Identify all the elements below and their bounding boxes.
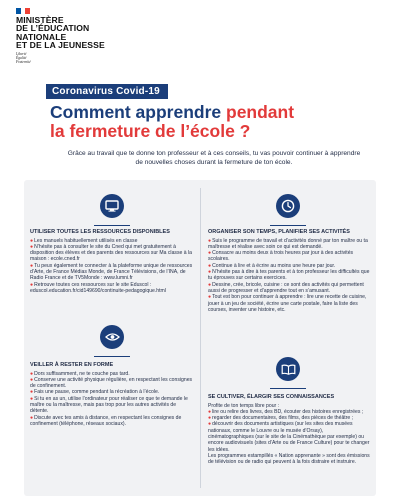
title-part: Comment apprendre [50, 102, 226, 122]
list-item: ●Consacre au moins deux à trois heures par jour à des activités scolaires. [208, 250, 354, 263]
column-divider [200, 188, 201, 488]
section-rule [94, 225, 130, 226]
covid-tag: Coronavirus Covid-19 [46, 84, 168, 99]
list-item-text: Si tu en as un, utilise l’ordinateur pour réaliser ce que te demande le maître ou la maîtresse, mais pas trop pour les autres activités de détente. [30, 395, 188, 415]
culture-intro: Profite de ton temps libre pour : [208, 402, 280, 409]
list-item: ●Les manuels habituellement utilisés en classe [30, 237, 138, 244]
list-item: ●Dessine, crée, bricole, cuisine : ce sont des activités qui permettent aussi de progresser et d’apprendre tout en s’amusant. [208, 281, 364, 294]
ministry-line: DE L’ÉDUCATION [16, 23, 90, 34]
list-item-text: Consacre au moins deux à trois heures par jour à des activités scolaires. [208, 250, 354, 263]
list-item: ●Tu peux également te connecter à la plateforme unique de ressources d’Arte, de France Médias Monde, de France Télévisions, de l’INA, de Radio France et de TV5Monde : www.lumni.fr [30, 262, 193, 282]
ministry-line: NATIONALE [16, 31, 67, 42]
ministry-line: ET DE LA JEUNESSE [16, 40, 105, 51]
culture-section [208, 394, 370, 466]
culture-heading: SE CULTIVER, ÉLARGIR SES CONNAISSANCES [208, 394, 335, 400]
french-flag-icon [16, 8, 30, 14]
watch-list [30, 371, 193, 428]
organize-list [208, 238, 370, 314]
title-line-2: la fermeture de l’école ? [50, 121, 251, 141]
list-item-text: Discute avec tes amis à distance, en respectant les consignes de confinement (téléphone, réseaux sociaux). [30, 414, 182, 427]
ministry-logo [16, 8, 105, 64]
motto-line: Égalité [16, 55, 27, 60]
book-icon [276, 357, 300, 381]
list-item-text: Conserve une activité physique régulière, en respectant les consignes de confinement. [30, 376, 193, 390]
list-item: ●N’hésite pas à consulter le site du Cned qui met gratuitement à disposition des élèves et des parents des ressources sur Ma classe à la maison : ecole.cned.fr [30, 243, 192, 263]
title-highlight: pendant [226, 102, 295, 122]
ministry-line: MINISTÈRE [16, 15, 64, 25]
list-item-text: N’hésite pas à consulter le site du Cned qui met gratuitement à disposition des élèves et des parents des ressources sur Ma classe à la maison : ecole.cned.fr [30, 243, 192, 263]
list-item: ●Tout est bon pour continuer à apprendre : lire une recette de cuisine, jouer à un jeu de société, écrire une carte postale, faire la liste des courses, inventer une histoire, etc. [208, 294, 367, 313]
list-item: ●Fais une pause, comme pendant la récréation à l’école. [30, 389, 160, 396]
list-item: ●N’hésite pas à dire à tes parents et à ton professeur les difficultés que tu éprouves sur certains exercices. [208, 269, 370, 282]
list-item: ●Conserve une activité physique régulière, en respectant les consignes de confinement. [30, 376, 193, 390]
list-item-text: regarder des documentaires, des films, des pièces de théâtre ; [212, 415, 354, 422]
section-rule [270, 388, 306, 389]
list-item-text: découvrir des documents artistiques (sur les sites des musées nationaux, comme le Louvre ou le musée d’Orsay), cinématographiques (sur le site de la Cinémathèque par exemple) ou encore audiovisuels (sites d’Arte ou de France Culture) pour te changer les idées. [208, 421, 370, 453]
section-rule [270, 225, 306, 226]
section-rule [94, 356, 130, 357]
list-item-text: Tout est bon pour continuer à apprendre : lire une recette de cuisine, jouer à un jeu de société, écrire une carte postale, faire la liste des courses, inventer une histoire, etc. [208, 294, 367, 313]
list-item: ●regarder des documentaires, des films, des pièces de théâtre ; [208, 415, 354, 422]
list-item: ●lire ou relire des livres, des BD, écouter des histoires enregistrées ; [208, 408, 364, 415]
republic-motto [16, 52, 105, 64]
list-item-text: Dors suffisamment, ne te couche pas tard. [34, 370, 130, 377]
list-item-text: Les manuels habituellement utilisés en classe [34, 237, 138, 244]
list-item-text: Tu peux également te connecter à la plateforme unique de ressources d’Arte, de France Médias Monde, de France Télévisions, de l’INA, de Radio France et de TV5Monde : www.lumni.fr [30, 262, 193, 282]
ministry-name [16, 16, 105, 50]
culture-outro: Les programmes estampillés « Nation apprenante » sont des émissions de télévision ou de radio qui peuvent à la fois distraire et instruire. [208, 452, 370, 466]
list-item-text: Suis le programme de travail et d’activités donné par ton maître ou ta maîtresse et réalise avec soin ce qui est demandé. [208, 237, 368, 250]
eye-icon [100, 325, 124, 349]
title-line-1 [50, 103, 294, 122]
list-item: ●Suis le programme de travail et d’activités donné par ton maître ou ta maîtresse et réalise avec soin ce qui est demandé. [208, 237, 368, 250]
resources-section [30, 229, 193, 294]
computer-icon [100, 194, 124, 218]
list-item-text: N’hésite pas à dire à tes parents et à ton professeur les difficultés que tu éprouves sur certains exercices. [208, 269, 370, 282]
list-item: ●Continue à lire et à écrire au moins une heure par jour. [208, 262, 336, 269]
list-item: ●Si tu en as un, utilise l’ordinateur pour réaliser ce que te demande le maître ou la maîtresse, mais pas trop pour les autres activités de détente. [30, 395, 188, 415]
motto-line: Fraternité [16, 59, 31, 64]
watch-section [30, 362, 193, 427]
page-title [50, 103, 294, 141]
watch-heading: VEILLER À RESTER EN FORME [30, 362, 114, 368]
organize-section [208, 229, 370, 313]
list-item-text: lire ou relire des livres, des BD, écouter des histoires enregistrées ; [212, 408, 364, 415]
list-item: ●Retrouve toutes ces ressources sur le site Eduscol : eduscol.education.fr/cid149690/continuite-pedagogique.html [30, 281, 166, 294]
organize-heading: ORGANISER SON TEMPS, PLANIFIER SES ACTIVITÉS [208, 229, 350, 235]
list-item: ●découvrir des documents artistiques (sur les sites des musées nationaux, comme le Louvre ou le musée d’Orsay), cinématographiques (sur le site de la Cinémathèque par exemple) ou encore audiovisuels (sites d’Arte ou de France Culture) pour te changer les idées. [208, 421, 370, 453]
list-item: ●Dors suffisamment, ne te couche pas tard. [30, 370, 130, 377]
resources-heading: UTILISER TOUTES LES RESSOURCES DISPONIBLES [30, 229, 170, 235]
culture-list [208, 409, 370, 453]
list-item-text: Continue à lire et à écrire au moins une heure par jour. [212, 262, 336, 269]
list-item: ●Discute avec tes amis à distance, en respectant les consignes de confinement (téléphone, réseaux sociaux). [30, 414, 182, 427]
resources-list [30, 238, 193, 295]
list-item-text: Dessine, crée, bricole, cuisine : ce sont des activités qui permettent aussi de progresser et d’apprendre tout en s’amusant. [208, 281, 364, 294]
list-item-text: Retrouve toutes ces ressources sur le site Eduscol : eduscol.education.fr/cid149690/continuite-pedagogique.html [30, 281, 166, 294]
list-item-text: Fais une pause, comme pendant la récréation à l’école. [34, 389, 160, 396]
motto-line: Liberté [16, 51, 27, 56]
intro-text: Grâce au travail que te donne ton professeur et à ces conseils, tu vas pouvoir continuer à apprendre de nouvelles choses durant la fermeture de ton école. [67, 150, 361, 166]
clock-icon [276, 194, 300, 218]
